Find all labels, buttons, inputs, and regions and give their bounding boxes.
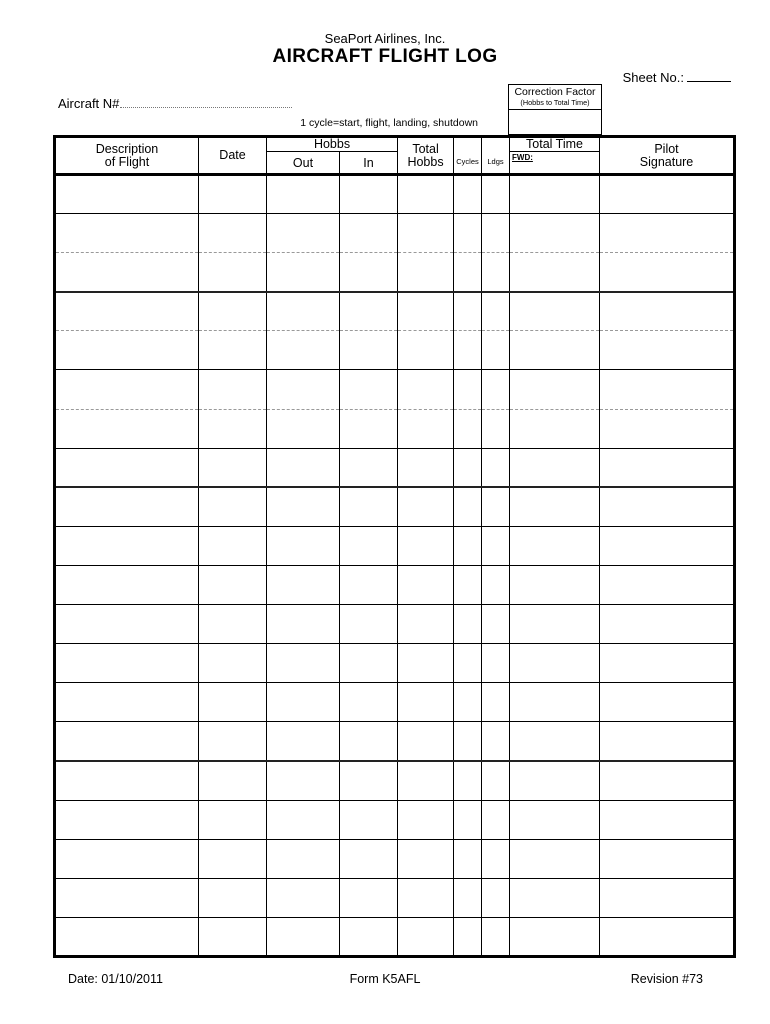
cell-description[interactable] — [55, 761, 199, 800]
footer-revision: Revision #73 — [630, 972, 703, 986]
cell-out[interactable] — [267, 800, 340, 839]
cell-in[interactable] — [340, 526, 398, 565]
correction-factor-subtitle: (Hobbs to Total Time) — [520, 98, 590, 107]
cell-out[interactable] — [267, 526, 340, 565]
aircraft-n-blank[interactable] — [120, 95, 292, 108]
cell-in[interactable] — [340, 448, 398, 487]
cell-ldgs[interactable] — [482, 722, 510, 761]
cell-total-time[interactable] — [510, 800, 600, 839]
cell-cycles[interactable] — [454, 722, 482, 761]
cell-description[interactable] — [55, 917, 199, 956]
cell-pilot-signature[interactable] — [600, 839, 735, 878]
cell-out[interactable] — [267, 175, 340, 214]
cell-total-hobbs[interactable] — [398, 800, 454, 839]
cell-total-time[interactable] — [510, 722, 600, 761]
cell-date[interactable] — [199, 839, 267, 878]
cell-date[interactable] — [199, 644, 267, 683]
cell-total-hobbs[interactable] — [398, 214, 454, 253]
col-header-date: Date — [199, 137, 267, 175]
cell-date[interactable] — [199, 526, 267, 565]
cell-in[interactable] — [340, 800, 398, 839]
cell-ldgs[interactable] — [482, 917, 510, 956]
cell-date[interactable] — [199, 800, 267, 839]
cell-date[interactable] — [199, 409, 267, 448]
sheet-no-field — [623, 68, 731, 85]
cell-description[interactable] — [55, 722, 199, 761]
table-row — [55, 292, 735, 331]
cell-out[interactable] — [267, 487, 340, 526]
cell-pilot-signature[interactable] — [600, 878, 735, 917]
table-row — [55, 526, 735, 565]
cell-cycles[interactable] — [454, 448, 482, 487]
table-row — [55, 605, 735, 644]
col-header-ldgs: Ldgs — [482, 137, 510, 175]
cell-total-hobbs[interactable] — [398, 761, 454, 800]
cell-description[interactable] — [55, 214, 199, 253]
footer-form-number: Form K5AFL — [349, 972, 421, 986]
cell-in[interactable] — [340, 214, 398, 253]
cell-date[interactable] — [199, 683, 267, 722]
cell-ldgs[interactable] — [482, 644, 510, 683]
cell-total-time[interactable] — [510, 917, 600, 956]
correction-factor-value[interactable] — [509, 110, 601, 132]
cell-pilot-signature[interactable] — [600, 214, 735, 253]
table-row — [55, 722, 735, 761]
cell-in[interactable] — [340, 370, 398, 409]
cell-out[interactable] — [267, 292, 340, 331]
cell-ldgs[interactable] — [482, 370, 510, 409]
cell-cycles[interactable] — [454, 761, 482, 800]
cell-in[interactable] — [340, 565, 398, 604]
cell-out[interactable] — [267, 214, 340, 253]
table-row — [55, 644, 735, 683]
table-row — [55, 253, 735, 292]
flight-log-table-body — [55, 175, 735, 957]
cell-total-time[interactable] — [510, 253, 600, 292]
cell-total-time[interactable] — [510, 370, 600, 409]
table-row — [55, 878, 735, 917]
cell-out[interactable] — [267, 605, 340, 644]
cell-pilot-signature[interactable] — [600, 605, 735, 644]
cell-date[interactable] — [199, 448, 267, 487]
cell-total-hobbs[interactable] — [398, 292, 454, 331]
cell-date[interactable] — [199, 370, 267, 409]
cell-description[interactable] — [55, 370, 199, 409]
table-row — [55, 565, 735, 604]
cell-total-time[interactable] — [510, 839, 600, 878]
cell-ldgs[interactable] — [482, 487, 510, 526]
cell-ldgs[interactable] — [482, 253, 510, 292]
cell-ldgs[interactable] — [482, 526, 510, 565]
cell-cycles[interactable] — [454, 487, 482, 526]
cell-total-hobbs[interactable] — [398, 878, 454, 917]
cell-in[interactable] — [340, 487, 398, 526]
cell-pilot-signature[interactable] — [600, 292, 735, 331]
cycle-definition-note: 1 cycle=start, flight, landing, shutdown — [300, 117, 478, 129]
cell-date[interactable] — [199, 253, 267, 292]
cell-total-time[interactable] — [510, 644, 600, 683]
cell-pilot-signature[interactable] — [600, 253, 735, 292]
cell-total-time[interactable] — [510, 878, 600, 917]
cell-date[interactable] — [199, 214, 267, 253]
cell-out[interactable] — [267, 253, 340, 292]
cell-total-hobbs[interactable] — [398, 722, 454, 761]
cell-date[interactable] — [199, 487, 267, 526]
cell-in[interactable] — [340, 839, 398, 878]
cell-out[interactable] — [267, 331, 340, 370]
cell-total-time[interactable] — [510, 605, 600, 644]
cell-total-time[interactable] — [510, 292, 600, 331]
cell-pilot-signature[interactable] — [600, 175, 735, 214]
cell-ldgs[interactable] — [482, 214, 510, 253]
col-header-description: Description of Flight — [55, 137, 199, 175]
cell-description[interactable] — [55, 800, 199, 839]
cell-date[interactable] — [199, 878, 267, 917]
cell-total-hobbs[interactable] — [398, 370, 454, 409]
cell-date[interactable] — [199, 292, 267, 331]
cell-in[interactable] — [340, 878, 398, 917]
cell-in[interactable] — [340, 605, 398, 644]
cell-pilot-signature[interactable] — [600, 917, 735, 956]
cell-date[interactable] — [199, 761, 267, 800]
cell-description[interactable] — [55, 409, 199, 448]
cell-description[interactable] — [55, 448, 199, 487]
cell-out[interactable] — [267, 761, 340, 800]
cell-total-hobbs[interactable] — [398, 839, 454, 878]
cell-total-time[interactable] — [510, 761, 600, 800]
cell-ldgs[interactable] — [482, 292, 510, 331]
cell-date[interactable] — [199, 331, 267, 370]
cell-in[interactable] — [340, 409, 398, 448]
cell-in[interactable] — [340, 722, 398, 761]
cell-total-hobbs[interactable] — [398, 605, 454, 644]
cell-total-time[interactable] — [510, 448, 600, 487]
cell-total-hobbs[interactable] — [398, 565, 454, 604]
cell-cycles[interactable] — [454, 409, 482, 448]
aircraft-n-field — [58, 95, 292, 111]
cell-description[interactable] — [55, 878, 199, 917]
cell-description[interactable] — [55, 487, 199, 526]
cell-description[interactable] — [55, 839, 199, 878]
cell-pilot-signature[interactable] — [600, 800, 735, 839]
col-header-hobbs-out: Out — [267, 152, 340, 175]
sheet-no-label: Sheet No.: — [622, 70, 684, 85]
col-header-pilot-signature: Pilot Signature — [600, 137, 735, 175]
cell-pilot-signature[interactable] — [600, 761, 735, 800]
cell-pilot-signature[interactable] — [600, 644, 735, 683]
col-header-total-time: Total Time — [510, 137, 600, 152]
col-header-hobbs-group: Hobbs — [267, 137, 398, 152]
table-row — [55, 370, 735, 409]
cell-cycles[interactable] — [454, 878, 482, 917]
cell-cycles[interactable] — [454, 683, 482, 722]
cell-out[interactable] — [267, 644, 340, 683]
cell-description[interactable] — [55, 331, 199, 370]
cell-out[interactable] — [267, 565, 340, 604]
cell-total-hobbs[interactable] — [398, 917, 454, 956]
cell-cycles[interactable] — [454, 331, 482, 370]
cell-ldgs[interactable] — [482, 409, 510, 448]
cell-pilot-signature[interactable] — [600, 683, 735, 722]
cell-description[interactable] — [55, 565, 199, 604]
cell-cycles[interactable] — [454, 214, 482, 253]
cell-pilot-signature[interactable] — [600, 370, 735, 409]
col-header-fwd: FWD: — [510, 152, 600, 175]
cell-total-time[interactable] — [510, 409, 600, 448]
cell-out[interactable] — [267, 448, 340, 487]
cell-pilot-signature[interactable] — [600, 526, 735, 565]
cell-total-time[interactable] — [510, 526, 600, 565]
cell-cycles[interactable] — [454, 253, 482, 292]
cell-total-time[interactable] — [510, 331, 600, 370]
cell-cycles[interactable] — [454, 839, 482, 878]
cell-description[interactable] — [55, 526, 199, 565]
cell-description[interactable] — [55, 644, 199, 683]
cell-ldgs[interactable] — [482, 605, 510, 644]
cell-out[interactable] — [267, 839, 340, 878]
cell-cycles[interactable] — [454, 917, 482, 956]
cell-description[interactable] — [55, 175, 199, 214]
table-row — [55, 175, 735, 214]
table-row — [55, 917, 735, 956]
cell-in[interactable] — [340, 917, 398, 956]
col-header-hobbs-in: In — [340, 152, 398, 175]
cell-cycles[interactable] — [454, 526, 482, 565]
correction-factor-box — [508, 84, 602, 135]
cell-out[interactable] — [267, 409, 340, 448]
cell-total-hobbs[interactable] — [398, 448, 454, 487]
cell-cycles[interactable] — [454, 644, 482, 683]
table-row — [55, 214, 735, 253]
cell-cycles[interactable] — [454, 370, 482, 409]
cell-description[interactable] — [55, 683, 199, 722]
table-row — [55, 761, 735, 800]
cell-total-time[interactable] — [510, 175, 600, 214]
cell-cycles[interactable] — [454, 175, 482, 214]
cell-out[interactable] — [267, 722, 340, 761]
cell-out[interactable] — [267, 683, 340, 722]
cell-in[interactable] — [340, 761, 398, 800]
cell-ldgs[interactable] — [482, 683, 510, 722]
correction-factor-header — [509, 85, 601, 110]
table-row — [55, 409, 735, 448]
cell-total-hobbs[interactable] — [398, 644, 454, 683]
cell-out[interactable] — [267, 878, 340, 917]
cell-date[interactable] — [199, 722, 267, 761]
cell-total-time[interactable] — [510, 214, 600, 253]
table-row — [55, 800, 735, 839]
cell-description[interactable] — [55, 253, 199, 292]
cell-in[interactable] — [340, 175, 398, 214]
cell-total-hobbs[interactable] — [398, 253, 454, 292]
cell-in[interactable] — [340, 331, 398, 370]
cell-date[interactable] — [199, 917, 267, 956]
table-row — [55, 839, 735, 878]
cell-cycles[interactable] — [454, 800, 482, 839]
cell-total-hobbs[interactable] — [398, 331, 454, 370]
cell-pilot-signature[interactable] — [600, 722, 735, 761]
cell-total-hobbs[interactable] — [398, 526, 454, 565]
cell-ldgs[interactable] — [482, 761, 510, 800]
cell-date[interactable] — [199, 565, 267, 604]
cell-date[interactable] — [199, 605, 267, 644]
cell-ldgs[interactable] — [482, 448, 510, 487]
cell-out[interactable] — [267, 917, 340, 956]
cell-in[interactable] — [340, 683, 398, 722]
cell-pilot-signature[interactable] — [600, 448, 735, 487]
cell-description[interactable] — [55, 605, 199, 644]
cell-in[interactable] — [340, 253, 398, 292]
cell-total-time[interactable] — [510, 487, 600, 526]
cell-total-hobbs[interactable] — [398, 175, 454, 214]
cell-date[interactable] — [199, 175, 267, 214]
correction-factor-title: Correction Factor — [514, 86, 596, 98]
cell-pilot-signature[interactable] — [600, 487, 735, 526]
cell-ldgs[interactable] — [482, 175, 510, 214]
cell-total-time[interactable] — [510, 683, 600, 722]
col-header-cycles: Cycles — [454, 137, 482, 175]
cell-total-time[interactable] — [510, 565, 600, 604]
sheet-no-blank[interactable] — [687, 68, 731, 82]
cell-ldgs[interactable] — [482, 878, 510, 917]
table-row — [55, 448, 735, 487]
cell-pilot-signature[interactable] — [600, 331, 735, 370]
table-row — [55, 331, 735, 370]
footer-date: Date: 01/10/2011 — [68, 972, 163, 986]
cell-total-hobbs[interactable] — [398, 683, 454, 722]
cell-ldgs[interactable] — [482, 839, 510, 878]
cell-ldgs[interactable] — [482, 565, 510, 604]
company-name: SeaPort Airlines, Inc. — [324, 31, 446, 46]
cell-total-hobbs[interactable] — [398, 487, 454, 526]
aircraft-n-label: Aircraft N# — [58, 96, 120, 111]
cell-cycles[interactable] — [454, 292, 482, 331]
cell-in[interactable] — [340, 644, 398, 683]
cell-total-hobbs[interactable] — [398, 409, 454, 448]
cell-cycles[interactable] — [454, 605, 482, 644]
cell-out[interactable] — [267, 370, 340, 409]
table-row — [55, 683, 735, 722]
flight-log-table — [53, 135, 736, 958]
cell-description[interactable] — [55, 292, 199, 331]
cell-in[interactable] — [340, 292, 398, 331]
cell-pilot-signature[interactable] — [600, 409, 735, 448]
cell-ldgs[interactable] — [482, 800, 510, 839]
col-header-total-hobbs: Total Hobbs — [398, 137, 454, 175]
cell-pilot-signature[interactable] — [600, 565, 735, 604]
cell-ldgs[interactable] — [482, 331, 510, 370]
flight-log-table-header — [55, 137, 735, 175]
table-row — [55, 487, 735, 526]
page-title: AIRCRAFT FLIGHT LOG — [272, 46, 498, 67]
cell-cycles[interactable] — [454, 565, 482, 604]
